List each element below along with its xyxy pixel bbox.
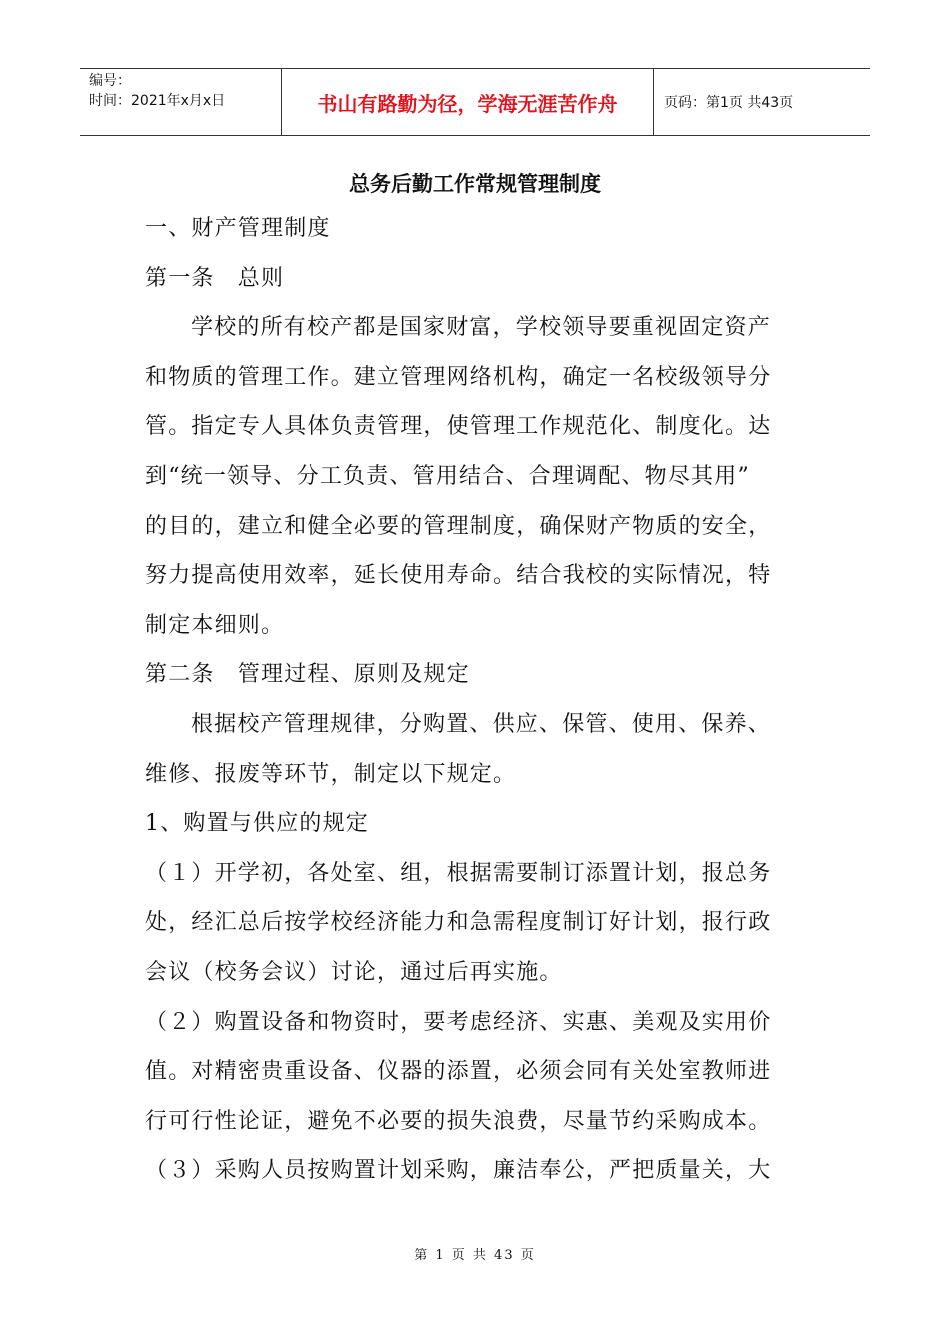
paragraph-line: 管。指定专人具体负责管理，使管理工作规范化、制度化。达	[145, 414, 772, 440]
paragraph-line: 会议（校务会议）讨论，通过后再实施。	[145, 959, 563, 985]
paragraph-line: 值。对精密贵重设备、仪器的添置，必须会同有关处室教师进	[145, 1059, 772, 1085]
section-heading: 一、财产管理制度	[145, 216, 331, 241]
paragraph-line: 行可行性论证，避免不必要的损失浪费，尽量节约采购成本。	[145, 1108, 772, 1134]
paragraph-line: （１）开学初，各处室、组，根据需要制订添置计划，报总务	[145, 860, 772, 886]
paragraph-line: 维修、报废等环节，制定以下规定。	[145, 761, 517, 787]
paragraph-line: 和物质的管理工作。建立管理网络机构，确定一名校级领导分	[145, 364, 772, 390]
document-time-label: 时间：2021年x月x日	[89, 93, 226, 109]
paragraph-line: （２）购置设备和物资时，要考虑经济、实惠、美观及实用价	[145, 1009, 772, 1035]
article-heading: 第一条 总则	[145, 265, 285, 291]
paragraph-line: 努力提高使用效率，延长使用寿命。结合我校的实际情况，特	[145, 563, 772, 589]
paragraph-line: （３）采购人员按购置计划采购，廉洁奉公，严把质量关，大	[145, 1158, 772, 1184]
paragraph-line: 学校的所有校产都是国家财富，学校领导要重视固定资产	[191, 315, 772, 341]
header-slogan: 书山有路勤为径，学海无涯苦作舟	[281, 69, 654, 135]
page-footer: 第 1 页 共 43 页	[414, 1248, 536, 1263]
paragraph-line: 的目的，建立和健全必要的管理制度，确保财产物质的安全，	[145, 513, 772, 539]
page-header	[80, 68, 870, 136]
paragraph-line: 根据校产管理规律，分购置、供应、保管、使用、保养、	[191, 711, 772, 737]
document-number-label: 编号：	[89, 73, 131, 89]
document-body	[145, 164, 825, 1196]
document-title: 总务后勤工作常规管理制度	[349, 172, 601, 196]
header-meta	[80, 69, 281, 135]
subsection-heading: 1、购置与供应的规定	[145, 811, 369, 837]
paragraph-line: 处，经汇总后按学校经济能力和急需程度制订好计划，报行政	[145, 910, 772, 936]
header-page-code: 页码：第1页 共43页	[664, 95, 794, 111]
paragraph-line: 制定本细则。	[145, 612, 285, 638]
paragraph-line: 到“统一领导、分工负责、管用结合、合理调配、物尽其用”	[145, 463, 750, 489]
article-heading: 第二条 管理过程、原则及规定	[145, 662, 470, 688]
